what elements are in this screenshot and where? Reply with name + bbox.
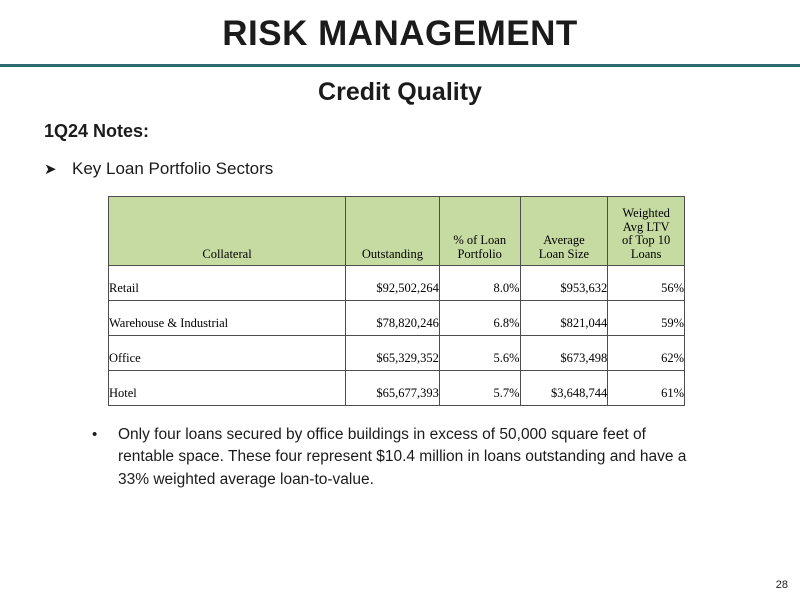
footnote-text: Only four loans secured by office buildings in excess of 50,000 square feet of rentable space. These four represent $10.4 million in loans outstanding and have a 33% weighted average loan-to-value. (118, 426, 687, 488)
column-header-weighted-avg-ltv (608, 197, 685, 266)
column-header-ltv-line-2: Avg LTV (622, 219, 670, 234)
cell-outstanding: $78,820,246 (346, 301, 440, 336)
table-row (109, 266, 685, 301)
cell-weighted-avg-ltv: 59% (608, 301, 685, 336)
table-header-row (109, 197, 685, 266)
cell-collateral: Warehouse & Industrial (109, 301, 346, 336)
dot-bullet-icon: • (92, 426, 98, 443)
table-row (109, 371, 685, 406)
page-number: 28 (775, 579, 788, 591)
page-title: RISK MANAGEMENT (222, 14, 578, 53)
loan-portfolio-table (108, 196, 685, 406)
cell-pct-of-portfolio: 5.6% (439, 336, 520, 371)
cell-average-loan-size: $953,632 (520, 266, 608, 301)
cell-collateral: Retail (109, 266, 346, 301)
cell-average-loan-size: $3,648,744 (520, 371, 608, 406)
column-header-avg-line-2: Loan Size (538, 246, 590, 261)
cell-pct-of-portfolio: 6.8% (439, 301, 520, 336)
column-header-collateral (109, 197, 346, 266)
cell-collateral: Hotel (109, 371, 346, 406)
table-row (109, 301, 685, 336)
title-divider (0, 64, 800, 67)
column-header-outstanding-line-1: Outstanding (361, 246, 423, 261)
column-header-pct-line-2: Portfolio (457, 246, 502, 261)
column-header-outstanding (346, 197, 440, 266)
notes-heading: 1Q24 Notes: (44, 121, 150, 141)
cell-collateral: Office (109, 336, 346, 371)
cell-average-loan-size: $673,498 (520, 336, 608, 371)
footnote-bullet (92, 424, 702, 491)
column-header-average-loan-size (520, 197, 608, 266)
cell-outstanding: $92,502,264 (346, 266, 440, 301)
cell-pct-of-portfolio: 5.7% (439, 371, 520, 406)
cell-outstanding: $65,329,352 (346, 336, 440, 371)
cell-weighted-avg-ltv: 61% (608, 371, 685, 406)
cell-outstanding: $65,677,393 (346, 371, 440, 406)
arrow-bullet-icon: ➤ (44, 161, 57, 178)
column-header-collateral-line-1: Collateral (202, 246, 252, 261)
column-header-avg-line-1: Average (543, 233, 585, 247)
column-header-pct-of-loan-portfolio (439, 197, 520, 266)
slide-subtitle: Credit Quality (318, 78, 482, 106)
column-header-pct-line-1: % of Loan (453, 233, 507, 247)
bullet-item-label: Key Loan Portfolio Sectors (72, 159, 274, 178)
cell-weighted-avg-ltv: 56% (608, 266, 685, 301)
bullet-item (44, 159, 273, 179)
cell-weighted-avg-ltv: 62% (608, 336, 685, 371)
column-header-ltv-line-1: Weighted (622, 206, 670, 220)
table-row (109, 336, 685, 371)
cell-average-loan-size: $821,044 (520, 301, 608, 336)
cell-pct-of-portfolio: 8.0% (439, 266, 520, 301)
column-header-ltv-line-4: Loans (630, 246, 662, 261)
column-header-ltv-line-3: of Top 10 (622, 233, 671, 247)
